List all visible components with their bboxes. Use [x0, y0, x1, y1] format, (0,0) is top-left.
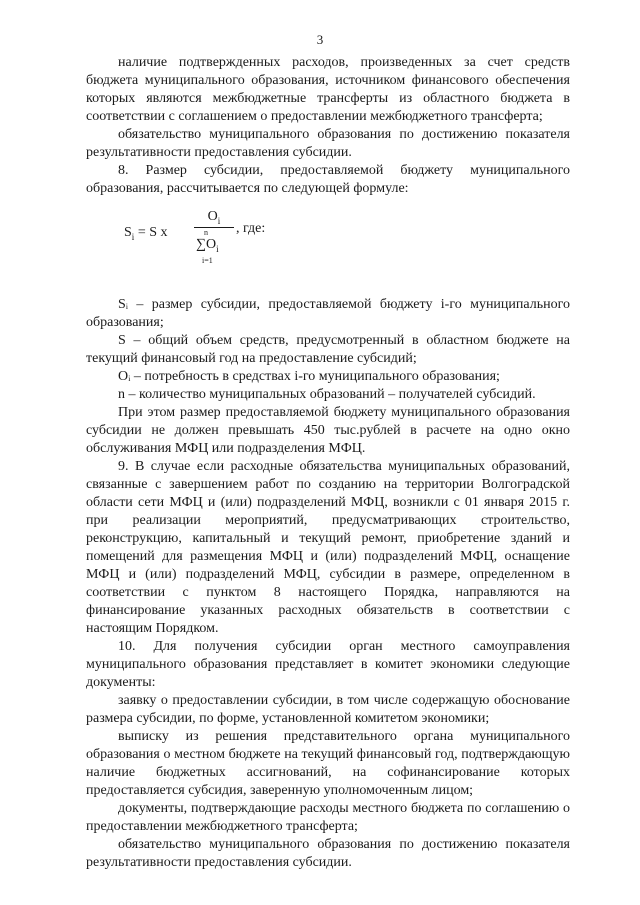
- document-application: заявку о предоставлении субсидии, в том числе содержащую обоснование размера субсидии, по форме, установленной комитетом экономики;: [86, 693, 570, 726]
- definition-oi: Oᵢ – потребность в средствах i-го муниципального образования;: [118, 369, 500, 384]
- document-expense-proof: документы, подтверждающие расходы местного бюджета по соглашению о предоставлении межбюджетного трансферта;: [86, 801, 570, 834]
- document-body: [86, 54, 570, 872]
- paragraph-item-10: 10. Для получения субсидии орган местного самоуправления муниципального образования представляет в комитет экономики следующие документы:: [86, 639, 570, 690]
- paragraph-subsidy-limit: При этом размер предоставляемой бюджету муниципального образования субсидии не должен превышать 450 тыс.рублей в расчете на одно окно обслуживания МФЦ или подразделения МФЦ.: [86, 405, 570, 456]
- definition-s: S – общий объем средств, предусмотренный в областном бюджете на текущий финансовый год на предоставление субсидий;: [86, 333, 570, 366]
- formula-denominator: $\sum O_i$: [196, 237, 219, 254]
- subsidy-formula: [86, 206, 570, 270]
- formula-tail: , где:: [236, 221, 266, 236]
- formula-sum-lower: i=1: [202, 256, 213, 265]
- spacer: [86, 280, 570, 296]
- formula-numerator: $O_i$: [207, 209, 221, 226]
- document-budget-extract: выписку из решения представительного органа муниципального образования о местном бюджете на текущий финансовый год, подтверждающую наличие бюджетных ассигнований, на софинансирование которых предоставляется субсидия, заверенную уполномоченным лицом;: [86, 729, 570, 798]
- formula-fraction-bar: [194, 227, 234, 228]
- definition-n: n – количество муниципальных образований – получателей субсидий.: [118, 387, 536, 402]
- formula-sum-upper: n: [204, 228, 208, 237]
- paragraph-obligation: обязательство муниципального образования по достижению показателя результативности предоставления субсидии.: [86, 127, 570, 160]
- paragraph-expenses-confirmed: наличие подтвержденных расходов, произведенных за счет средств бюджета муниципального образования, источником финансового обеспечения которых являются межбюджетные трансферты из областного бюджета в соответствии с соглашением о предоставлении межбюджетного трансферта;: [86, 55, 570, 124]
- page-number: 3: [316, 32, 324, 47]
- document-obligation: обязательство муниципального образования по достижению показателя результативности предоставления субсидии.: [86, 837, 570, 870]
- paragraph-item-8: 8. Размер субсидии, предоставляемой бюджету муниципального образования, рассчитывается по следующей формуле:: [86, 163, 570, 196]
- definition-si: Sᵢ – размер субсидии, предоставляемой бюджету i-го муниципального образования;: [86, 297, 570, 330]
- formula-lhs: $S_i = S$ x: [124, 225, 168, 242]
- paragraph-item-9: 9. В случае если расходные обязательства муниципальных образований, связанные с завершением работ по созданию на территории Волгоградской области сети МФЦ и (или) подразделений МФЦ, возникли с 01 января 2015 г. при реализации мероприятий, предусматривающих строительство, реконструкцию, капитальный и текущий ремонт, приобретение зданий и помещений для размещения МФЦ и (или) подразделений МФЦ, оснащение МФЦ и (или) подразделений МФЦ, субсидии в размере, определенном в соответствии с пунктом 8 настоящего Порядка, направляются на финансирование указанных расходных обязательств в соответствии с настоящим Порядком.: [86, 459, 570, 636]
